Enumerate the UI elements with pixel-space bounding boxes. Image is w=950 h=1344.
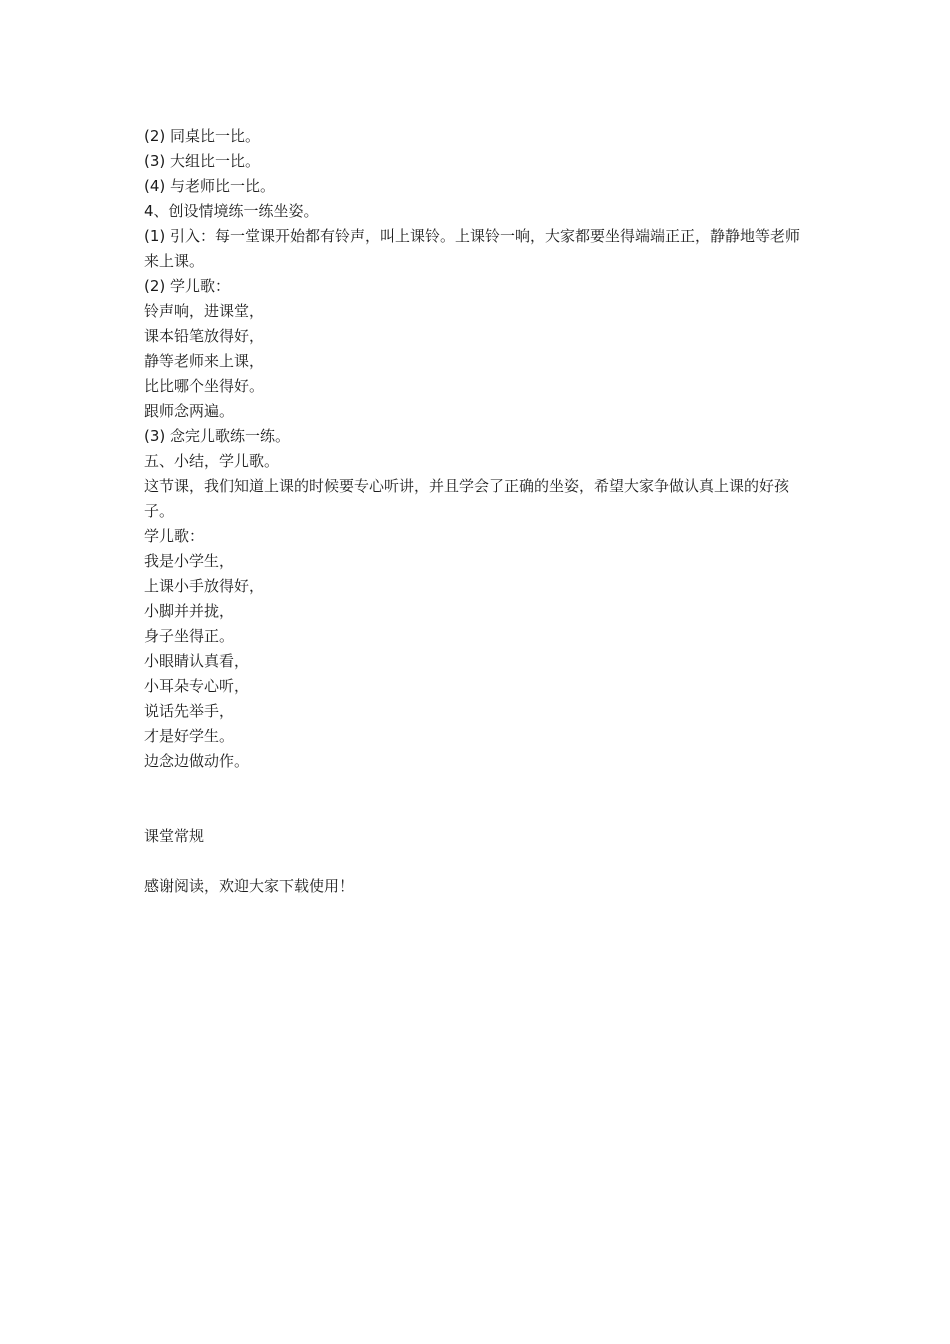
text-line: (2) 同桌比一比。: [144, 127, 261, 145]
poem-line: 才是好学生。: [144, 727, 235, 745]
text-line: 跟师念两遍。: [144, 402, 235, 420]
footer-note: 感谢阅读，欢迎大家下载使用！: [144, 877, 355, 895]
poem-line: 铃声响，进课堂，: [144, 302, 265, 320]
poem-line: 我是小学生，: [144, 552, 235, 570]
footer-title: 课堂常规: [144, 827, 205, 845]
poem-line: 比比哪个坐得好。: [144, 377, 265, 395]
poem-line: 身子坐得正。: [144, 627, 235, 645]
text-line: 学儿歌：: [144, 527, 205, 545]
section-heading: 4、创设情境练一练坐姿。: [144, 202, 319, 220]
poem-line: 静等老师来上课，: [144, 352, 265, 370]
spacer: [144, 774, 810, 824]
spacer: [144, 849, 810, 874]
paragraph: (1) 引入：每一堂课开始都有铃声，叫上课铃。上课铃一响，大家都要坐得端端正正，静静地等老师来上课。: [144, 227, 801, 270]
poem-line: 说话先举手，: [144, 702, 235, 720]
text-line: (2) 学儿歌：: [144, 277, 231, 295]
text-line: 边念边做动作。: [144, 752, 250, 770]
poem-line: 小脚并并拢，: [144, 602, 235, 620]
text-line: (3) 大组比一比。: [144, 152, 261, 170]
poem-line: 小耳朵专心听，: [144, 677, 250, 695]
poem-line: 上课小手放得好，: [144, 577, 265, 595]
paragraph: 这节课，我们知道上课的时候要专心听讲，并且学会了正确的坐姿，希望大家争做认真上课的好孩子。: [144, 477, 790, 520]
text-line: (4) 与老师比一比。: [144, 177, 276, 195]
section-heading: 五、小结，学儿歌。: [144, 452, 280, 470]
poem-line: 小眼睛认真看，: [144, 652, 250, 670]
text-line: (3) 念完儿歌练一练。: [144, 427, 291, 445]
poem-line: 课本铅笔放得好，: [144, 327, 265, 345]
document-body: [144, 124, 810, 899]
